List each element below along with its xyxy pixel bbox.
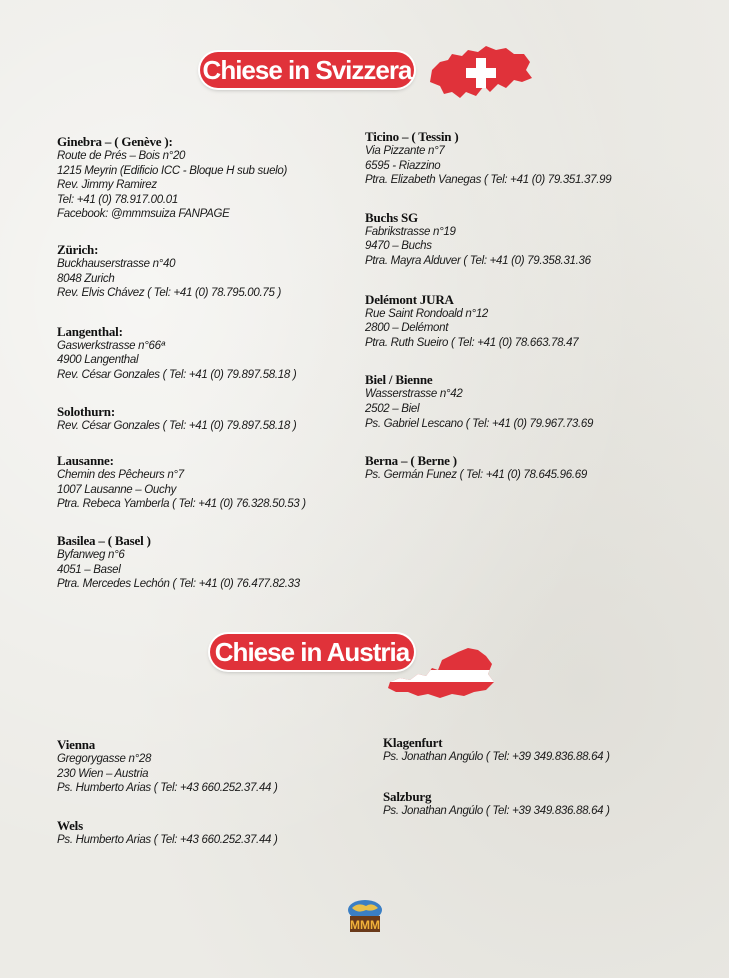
church-entry (57, 818, 357, 848)
address-line: Gregorygasse n°28 (57, 753, 152, 765)
city-name: Biel / Bienne (365, 372, 433, 388)
address-line: 9470 – Buchs (365, 240, 432, 253)
city-name: Zürich: (57, 241, 99, 257)
pastor-line: Ps. Humberto Arias ( Tel: +43 660.252.37.44 ) (57, 833, 278, 846)
city-name: Ticino – ( Tessin ) (365, 129, 459, 144)
pastor-line: Ptra. Rebeca Yamberla ( Tel: +41 (0) 76.328.50.53 ) (57, 498, 306, 511)
pastor-line: Rev. Elvis Chávez ( Tel: +41 (0) 78.795.00.75 ) (57, 287, 282, 300)
city-name: Solothurn: (57, 403, 115, 419)
church-entry (365, 292, 665, 351)
city-name: Delémont JURA (365, 291, 454, 307)
switzerland-left-column (57, 134, 357, 592)
city-name: Langenthal: (57, 323, 123, 339)
address-line: Rue Saint Rondoald n°12 (365, 307, 489, 320)
pastor-line: Ps. Jonathan Angúlo ( Tel: +39 349.836.88.64 ) (383, 804, 610, 817)
switzerland-right-column (365, 129, 665, 483)
pastor-line: Ptra. Elizabeth Vanegas ( Tel: +41 (0) 79.351.37.99 (365, 174, 612, 187)
logo-text: MMM (350, 918, 380, 932)
city-name: Basilea – ( Basel ) (57, 532, 151, 548)
address-line: 2502 – Biel (365, 402, 420, 415)
address-line: Buckhauserstrasse n°40 (57, 257, 176, 270)
pastor-line: Rev. Jimmy Ramirez (57, 179, 157, 192)
address-line: 4051 – Basel (57, 563, 121, 576)
city-name: Salzburg (383, 788, 432, 804)
address-line: 2800 – Delémont (365, 322, 449, 335)
city-name: Ginebra – ( Genève ): (57, 134, 173, 149)
address-line: Via Pizzante n°7 (365, 145, 445, 157)
city-name: Wels (57, 817, 83, 833)
city-name: Lausanne: (57, 453, 114, 469)
address-line: Gaswerkstrasse n°66ª (57, 339, 165, 352)
pastor-line: Ps. Germán Funez ( Tel: +41 (0) 78.645.96.69 (365, 469, 587, 482)
address-line: 230 Wien – Austria (57, 767, 149, 780)
church-entry (57, 134, 357, 222)
address-line: Chemin des Pêcheurs n°7 (57, 469, 184, 482)
switzerland-title: Chiese in Svizzera (202, 55, 412, 85)
address-line: 6595 - Riazzino (365, 159, 441, 172)
pastor-line: Ptra. Ruth Sueiro ( Tel: +41 (0) 78.663.78.47 (365, 336, 579, 349)
austria-map-icon (382, 644, 498, 706)
facebook-line: Facebook: @mmmsuiza FANPAGE (57, 208, 230, 221)
address-line: Route de Prés – Bois n°20 (57, 150, 186, 162)
switzerland-title-banner (200, 52, 414, 88)
pastor-line: Ps. Humberto Arias ( Tel: +43 660.252.37.44 ) (57, 782, 278, 795)
phone-line: Tel: +41 (0) 78.917.00.01 (57, 193, 178, 206)
church-entry (365, 129, 665, 188)
church-entry (383, 735, 683, 765)
pastor-line: Ps. Jonathan Angúlo ( Tel: +39 349.836.88.64 ) (383, 751, 610, 763)
city-name: Vienna (57, 737, 96, 752)
mmm-globe-logo-icon (336, 898, 394, 936)
church-entry (57, 453, 357, 512)
address-line: 4900 Langenthal (57, 354, 139, 367)
pastor-line: Rev. César Gonzales ( Tel: +41 (0) 79.897.58.18 ) (57, 419, 297, 432)
church-entry (57, 324, 357, 383)
church-entry (57, 737, 357, 796)
austria-title: Chiese in Austria (214, 637, 410, 667)
address-line: 8048 Zurich (57, 272, 115, 285)
church-entry (57, 404, 357, 434)
address-line: 1215 Meyrin (Edificio ICC - Bloque H sub suelo) (57, 164, 288, 177)
city-name: Buchs SG (365, 209, 418, 225)
church-entry (57, 242, 357, 301)
church-entry (57, 533, 357, 592)
austria-right-column (383, 735, 683, 818)
switzerland-map-icon (426, 40, 536, 104)
austria-left-column (57, 737, 357, 847)
city-name: Klagenfurt (383, 735, 443, 750)
city-name: Berna – ( Berne ) (365, 453, 457, 469)
church-entry (383, 789, 683, 819)
pastor-line: Ptra. Mayra Alduver ( Tel: +41 (0) 79.358.31.36 (365, 254, 591, 267)
pastor-line: Ptra. Mercedes Lechón ( Tel: +41 (0) 76.477.82.33 (57, 578, 300, 591)
pastor-line: Rev. César Gonzales ( Tel: +41 (0) 79.897.58.18 ) (57, 368, 297, 381)
church-entry (365, 372, 665, 431)
address-line: Wasserstrasse n°42 (365, 388, 463, 401)
church-entry (365, 210, 665, 269)
address-line: 1007 Lausanne – Ouchy (57, 483, 177, 496)
address-line: Byfanweg n°6 (57, 548, 125, 561)
church-entry (365, 453, 665, 483)
address-line: Fabrikstrasse n°19 (365, 225, 456, 238)
pastor-line: Ps. Gabriel Lescano ( Tel: +41 (0) 79.967.73.69 (365, 417, 594, 430)
